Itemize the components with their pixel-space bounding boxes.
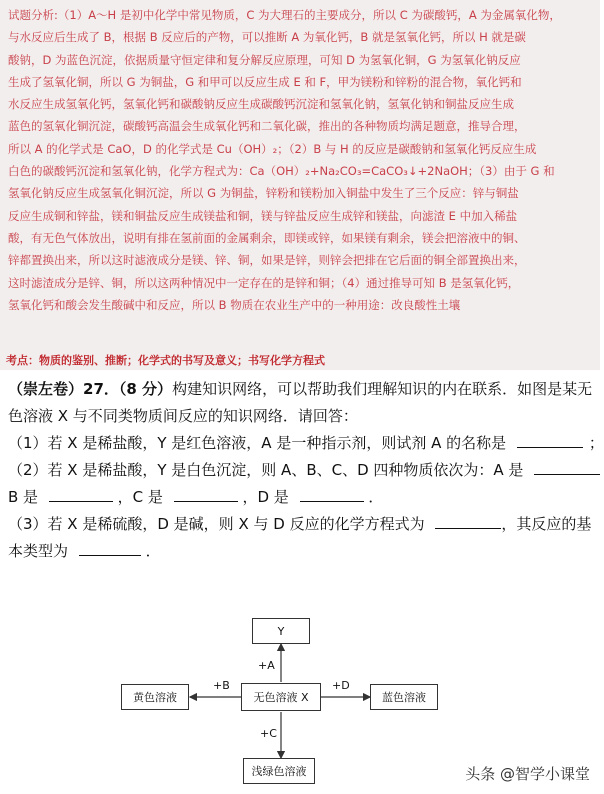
label-plus-d: +D	[332, 679, 350, 692]
question-intro-1: 构建知识网络，可以帮助我们理解知识的内在联系．如图是某无	[172, 380, 593, 398]
analysis-line: 这时滤渣成分是锌、铜，所以这两种情况中一定存在的是锌和铜；（4）通过推导可知 B 是氢氧化钙，	[8, 275, 520, 290]
analysis-line: 氢氧化钙和酸会发生酸碱中和反应，所以 B 物质在农业生产中的一种用途：改良酸性土壤	[8, 297, 461, 312]
node-y: Y	[252, 618, 310, 644]
answer-blank[interactable]	[435, 513, 501, 529]
answer-blank[interactable]	[300, 486, 364, 502]
question-block	[0, 376, 604, 565]
sub-question-3-cont	[8, 538, 588, 565]
label-plus-b: +B	[213, 679, 230, 692]
sub-question-3	[8, 511, 592, 538]
node-colorless-x: 无色溶液 X	[241, 683, 321, 711]
sub-question-1	[8, 430, 604, 457]
analysis-line: 酸，有无色气体放出，说明有排在氢前面的金属剩余，即镁或锌，如果镁有剩余，镁会把溶液中的铜、	[8, 230, 526, 245]
analysis-line: 氢氧化钠反应生成氢氧化铜沉淀，所以 G 为铜盐，锌粉和镁粉加入铜盐中发生了三个反应：锌与铜盐	[8, 186, 519, 201]
analysis-line: 锌都置换出来，所以这时滤液成分是镁、锌、铜，如果是锌，则锌会把排在它后面的铜全部置换出来，	[8, 253, 526, 268]
answer-blank[interactable]	[49, 486, 113, 502]
answer-blank[interactable]	[534, 459, 600, 475]
label-plus-c: +C	[260, 727, 277, 740]
c-label: ，C 是	[117, 488, 163, 506]
sub-question-2	[8, 457, 588, 484]
sub-question-2-cont	[8, 484, 588, 511]
node-yellow-solution: 黄色溶液	[121, 684, 189, 710]
analysis-line: 蓝色的氢氧化铜沉淀，碳酸钙高温会生成氧化钙和二氧化碳，推出的各种物质均满足题意，推导合理，	[8, 119, 526, 134]
sub-question-1-end: ；	[588, 434, 604, 452]
sub-question-2-text: （2）若 X 是稀盐酸，Y 是白色沉淀，则 A、B、C、D 四种物质依次为：A 是	[8, 461, 524, 479]
analysis-line: 试题分析:（1）A～H 是初中化学中常见物质，C 为大理石的主要成分，所以 C 为碳酸钙，A 为金属氧化物，	[8, 8, 561, 22]
question-number: 27．（8 分）	[83, 380, 173, 398]
analysis-line: 所以 A 的化学式是 CaO，D 的化学式是 Cu（OH）₂；（2）B 与 H 的反应是碳酸钠和氢氧化钙反应生成	[8, 141, 537, 156]
sub-question-3-final: ．	[145, 542, 161, 560]
question-source: （崇左卷）	[8, 380, 84, 398]
sub-question-3-text-2: 本类型为	[8, 542, 69, 560]
b-label: B 是	[8, 488, 39, 506]
answer-blank[interactable]	[517, 432, 583, 448]
sub-question-3-end: ，其反应的基	[501, 515, 592, 533]
analysis-line: 与水反应后生成了 B，根据 B 反应后的产物，可以推断 A 为氧化钙，B 就是氢氧化钙，所以 H 就是碳	[8, 30, 526, 45]
answer-blank[interactable]	[79, 540, 141, 556]
d-label: ，D 是	[242, 488, 289, 506]
knowledge-points: 考点：物质的鉴别、推断；化学式的书写及意义；书写化学方程式	[6, 354, 325, 367]
question-intro	[8, 376, 593, 403]
analysis-line: 反应生成铜和锌盐，镁和铜盐反应生成镁盐和铜，镁与锌盐反应生成锌和镁盐，向滤渣 E 中加入稀盐	[8, 208, 518, 223]
analysis-line: 白色的碳酸钙沉淀和氢氧化钠，化学方程式为：Ca（OH）₂+Na₂CO₃=CaCO₃↓+2NaOH；（3）由于 G 和	[8, 164, 555, 179]
analysis-line: 水反应生成氢氧化钙，氢氧化钙和碳酸钠反应生成碳酸钙沉淀和氢氧化钠，氢氧化钠和铜盐反应生成	[8, 97, 514, 112]
node-light-green-solution: 浅绿色溶液	[243, 758, 315, 784]
sub-question-1-text: （1）若 X 是稀盐酸，Y 是红色溶液，A 是一种指示剂，则试剂 A 的名称是	[8, 434, 507, 452]
label-plus-a: +A	[258, 659, 275, 672]
sub-question-3-text: （3）若 X 是稀硫酸，D 是碱，则 X 与 D 反应的化学方程式为	[8, 515, 425, 533]
analysis-line: 生成了氢氧化铜，所以 G 为铜盐，G 和甲可以反应生成 E 和 F，甲为镁粉和锌粉的混合物，氧化钙和	[8, 74, 522, 89]
node-blue-solution: 蓝色溶液	[370, 684, 438, 710]
analysis-panel	[0, 0, 600, 370]
watermark: 头条 @智学小课堂	[465, 765, 590, 783]
question-intro-2: 色溶液 X 与不同类物质间反应的知识网络．请回答：	[8, 407, 358, 425]
answer-blank[interactable]	[174, 486, 238, 502]
sub-question-2-end: ．	[368, 488, 384, 506]
analysis-line: 酸钠，D 为蓝色沉淀，依据质量守恒定律和复分解反应原理，可知 D 为氢氧化铜，G 为氢氧化钠反应	[8, 52, 521, 67]
